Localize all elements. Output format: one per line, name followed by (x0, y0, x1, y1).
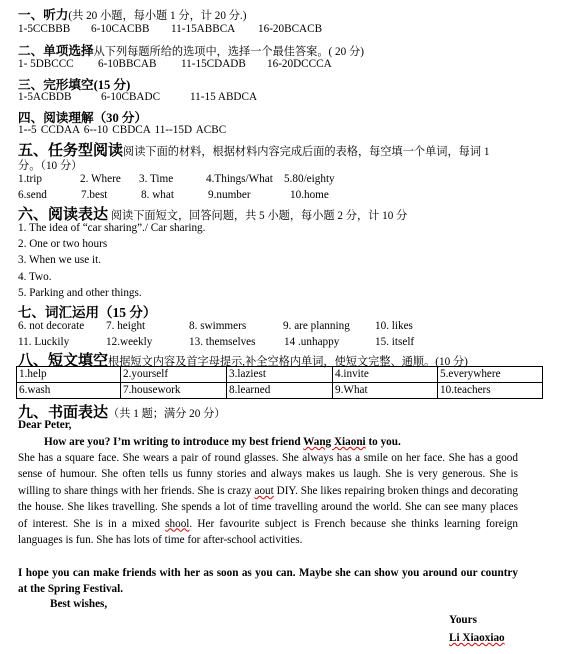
answer-line: 4. Two. (18, 271, 52, 283)
answer-item: 1.trip (18, 173, 42, 185)
spelling-error: shool (165, 517, 190, 530)
answer-item: 11. Luckily (18, 336, 70, 348)
answer-item: 13. themselves (189, 336, 256, 348)
answer-item: 9.number (208, 189, 251, 201)
answer-group: 6-10BBCAB (98, 58, 157, 70)
letter-wishes: Best wishes, (50, 598, 108, 610)
spelling-error: aout (254, 484, 274, 497)
answer-line: 2. One or two hours (18, 238, 108, 250)
table-cell: 1.help (17, 367, 121, 383)
friend-name: Wang Xiaoni (303, 436, 366, 448)
answer-item: 3. Time (139, 173, 174, 185)
answer-line: 3. When we use it. (18, 254, 102, 266)
section-5-note-cont: 分。（10 分） (18, 160, 83, 172)
letter-intro (18, 434, 518, 450)
section-9-note: （共 1 题；满分 20 分） (108, 408, 226, 420)
table-cell: 3.laziest (227, 367, 333, 383)
section-1-note: (共 20 小题，每小题 1 分，计 20 分.) (68, 10, 247, 22)
answer-group: 6-10CACBB (91, 23, 150, 35)
section-8-title: 八、短文填空 (18, 353, 109, 369)
table-cell: 10.teachers (438, 383, 543, 399)
answer-item: 10.home (290, 189, 329, 201)
answer-line: 5. Parking and other things. (18, 287, 142, 299)
section-1-heading (18, 4, 246, 23)
section-5-heading (18, 139, 489, 160)
answer-item: 7.best (81, 189, 108, 201)
section-2-note: 从下列每题所给的选项中，选择一个最佳答案。( 20 分) (93, 46, 364, 58)
section-2-heading (18, 40, 364, 59)
section-4-heading: 四、阅读理解（30 分） (18, 111, 148, 125)
section-3-heading: 三、完形填空(15 分) (18, 78, 131, 92)
answer-table (16, 366, 543, 399)
answer-group: 16-20DCCCA (267, 58, 332, 70)
answer-group: 11-15ABBCA (171, 23, 236, 35)
letter-greeting: Dear Peter, (18, 419, 72, 431)
table-cell: 8.learned (227, 383, 333, 399)
body-text: She has a square face. She wears a pair of round glasses. She always has a smile on her face. She has a good sense of humour. She often tells us funny stories and always makes us laugh. She is very generous. She is willing to share things with her friends. She is crazy (18, 452, 518, 497)
answer-item: 8. swimmers (189, 320, 247, 332)
table-cell: 9.What (333, 383, 438, 399)
section-6-note: 阅读下面短文，回答问题，共 5 小题，每小题 2 分，计 10 分 (108, 210, 408, 222)
table-cell: 4.invite (333, 367, 438, 383)
answer-group: 16-20BCACB (258, 23, 323, 35)
answer-item: 5.80/eighty (284, 173, 335, 185)
table-cell: 6.wash (17, 383, 121, 399)
section-1-title: 一、听力 (18, 8, 69, 22)
table-cell: 5.everywhere (438, 367, 543, 383)
intro-text-end: to you. (365, 436, 401, 448)
section-5-note: 阅读下面的材料，根据材料内容完成后面的表格，每空填一个单词，每词 1 (123, 146, 490, 158)
answer-group: 1-5CCBBB (18, 23, 71, 35)
section-6-heading (18, 203, 407, 224)
table-row (17, 367, 543, 383)
answer-group: 11-15CDADB (181, 58, 246, 70)
section-2-title: 二、单项选择 (18, 44, 94, 58)
answer-item: 9. are planning (283, 320, 350, 332)
letter-signature: Li Xiaoxiao (449, 632, 505, 644)
answer-group: 1- 5DBCCC (18, 58, 74, 70)
answer-item: 7. height (106, 320, 146, 332)
body-text: . Her favourite subject is French because she thinks learning foreign languages is fun. She has lots of time for after-school activities. (18, 517, 518, 547)
letter-closing: I hope you can make friends with her as soon as you can. Maybe she can show you around our country at the Spring Festival. (18, 567, 518, 596)
letter-yours: Yours (449, 614, 477, 626)
table-cell: 7.housework (121, 383, 227, 399)
body-text: DIY. She likes repairing broken things and decorating the house. She likes travelling. She spends a lot of time travelling around the world. She can see many places of interest. She is in a mixed (18, 484, 518, 530)
answer-group: 1-5ACBDB (18, 91, 72, 103)
answer-item: 10. likes (375, 320, 413, 332)
answer-item: 2. Where (80, 173, 121, 185)
section-9-title: 九、书面表达 (18, 405, 109, 421)
answer-item: 8. what (141, 189, 174, 201)
table-cell: 2.yourself (121, 367, 227, 383)
answer-item: 14 .unhappy (284, 336, 340, 348)
section-4-answers: 1--5 CCDAA 6--10 CBDCA 11--15D ACBC (18, 124, 227, 136)
answer-group: 11-15 ABDCA (190, 91, 258, 103)
answer-item: 6.send (18, 189, 47, 201)
answer-item: 12.weekly (106, 336, 153, 348)
section-5-title: 五、任务型阅读 (18, 143, 124, 159)
section-6-title: 六、阅读表达 (18, 207, 109, 223)
section-7-heading: 七、词汇运用（15 分） (18, 305, 157, 320)
answer-group: 6-10CBADC (101, 91, 161, 103)
intro-text: How are you? I’m writing to introduce my best friend (44, 436, 304, 448)
letter-body (18, 450, 518, 548)
answer-item: 6. not decorate (18, 320, 85, 332)
answer-line: 1. The idea of “car sharing”./ Car sharing. (18, 222, 206, 234)
answer-item: 15. itself (375, 336, 415, 348)
answer-item: 4.Things/What (206, 173, 273, 185)
table-row (17, 383, 543, 399)
section-8-note: 根据短文内容及首字母提示,补全空格内单词，使短文完整、通顺。(10 分) (108, 356, 468, 368)
